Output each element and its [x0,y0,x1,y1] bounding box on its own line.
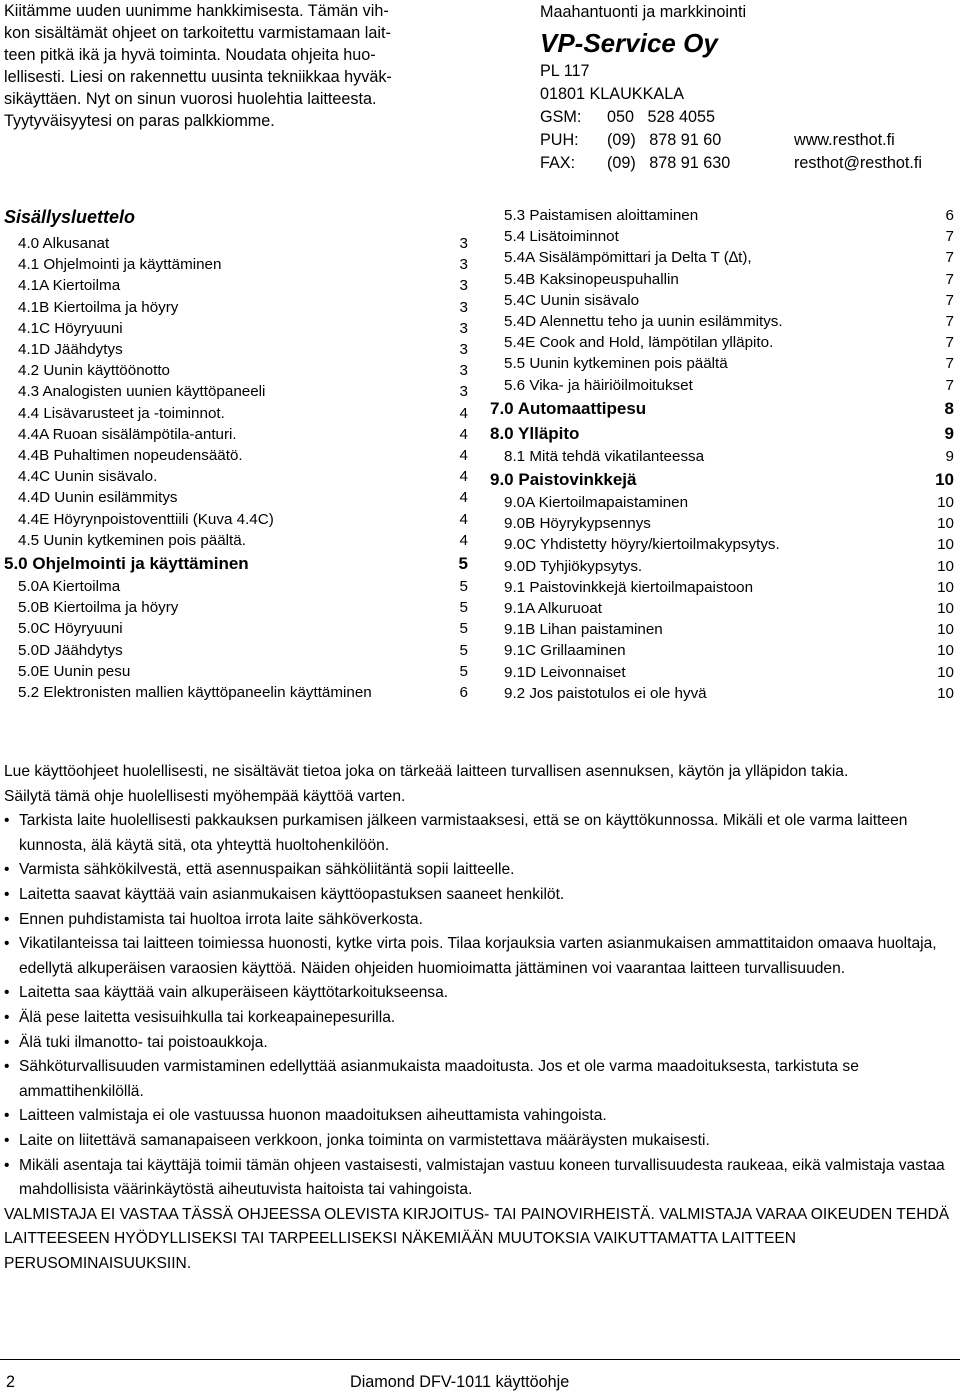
toc-entry-label: 9.0B Höyrykypsennys [504,515,651,533]
toc-entry[interactable] [4,487,468,508]
toc-entry-page: 3 [459,319,468,337]
intro-line: kon sisältämät ohjeet on tarkoitettu varmistamaan lait- [4,24,391,42]
toc-entry-label: 5.4E Cook and Hold, lämpötilan ylläpito. [504,334,774,352]
toc-entry-label: 5.0E Uunin pesu [18,662,131,680]
toc-entry[interactable] [490,396,954,421]
toc-entry[interactable] [490,598,954,619]
toc-entry-page: 9 [944,423,954,443]
toc-entry-label: 4.1 Ohjelmointi ja käyttäminen [18,256,222,274]
toc-entry[interactable] [4,254,468,275]
toc-entry[interactable] [4,318,468,339]
toc-entry-page: 5 [459,641,468,659]
toc-entry-page: 10 [937,621,954,639]
toc-entry[interactable] [490,421,954,446]
toc-entry-page: 10 [937,642,954,660]
toc-entry-label: 4.1B Kiertoilma ja höyry [18,298,179,316]
toc-entry-page: 3 [459,256,468,274]
safety-bullet: • Laitteen valmistaja ei ole vastuussa huonon maadoituksen aiheuttamista vahingoista. [4,1104,950,1129]
phone-line [540,129,960,152]
toc-entry-page: 10 [935,470,954,490]
po-box: PL 117 [540,62,590,80]
safety-bullet: • Vikatilanteissa tai laitteen toimiessa huonosti, kytke virta pois. Tilaa korjauksia varten asianmukaisen ammattitaidon omaava huoltaja, edellytä alkuperäisen varaosien käyttöä. Näiden ohjeiden huomioimatta jättäminen voi vaarantaa laitteen turvallisuuden. [4,932,950,981]
toc-entry-page: 4 [459,425,468,443]
safety-bullet: • Älä pese laitetta vesisuihkulla tai korkeapainepesurilla. [4,1006,950,1031]
toc-entry[interactable] [490,467,954,492]
fax-line [540,152,960,175]
toc-entry-page: 5 [459,620,468,638]
toc-entry-label: 5.5 Uunin kytkeminen pois päältä [504,355,728,373]
toc-entry-label: 5.4C Uunin sisävalo [504,291,640,309]
toc-entry[interactable] [4,381,468,402]
safety-bullet: • Ennen puhdistamista tai huoltoa irrota laite sähköverkosta. [4,908,950,933]
toc-entry-page: 4 [459,510,468,528]
toc-entry-page: 7 [945,270,954,288]
toc-entry-page: 5 [459,578,468,596]
toc-entry-page: 10 [937,494,954,512]
toc-entry-page: 9 [945,447,954,465]
toc-entry-page: 4 [459,447,468,465]
intro-line: Kiitämme uuden uunimme hankkimisesta. Tämän vih- [4,2,389,20]
postal-city: 01801 KLAUKKALA [540,85,684,103]
toc-entry-page: 3 [459,235,468,252]
toc-entry-label: 9.2 Jos paistotulos ei ole hyvä [504,684,707,702]
toc-entry-page: 10 [937,684,954,702]
toc-entry[interactable] [4,640,468,661]
toc-entry[interactable] [4,445,468,466]
toc-entry-label: 9.0D Tyhjiökypsytys. [504,557,643,575]
toc-entry-label: 4.4A Ruoan sisälämpötila-anturi. [18,425,237,443]
toc-entry-label: 5.2 Elektronisten mallien käyttöpaneelin käyttäminen [18,684,372,702]
toc-entry[interactable] [490,662,954,683]
toc-entry-page: 8 [944,398,954,418]
toc-entry-label: 4.4C Uunin sisävalo. [18,468,158,486]
toc-entry-label: 9.0 Paistovinkkejä [490,470,637,490]
toc-entry[interactable] [490,446,954,467]
toc-entry-label: 5.6 Vika- ja häiriöilmoitukset [504,376,693,394]
toc-entry[interactable] [4,530,468,551]
toc-entry[interactable] [490,353,954,374]
toc-entry[interactable] [4,661,468,682]
toc-entry[interactable] [490,556,954,577]
toc-entry[interactable] [490,247,954,268]
toc-entry-page: 10 [937,557,954,575]
toc-entry-label: 4.0 Alkusanat [18,235,110,252]
toc-entry-page: 3 [459,383,468,401]
safety-bullet: • Laite on liitettävä samanapaiseen verkkoon, jonka toiminta on varmistettava määräysten mukaisesti. [4,1129,950,1154]
toc-entry-page: 7 [945,291,954,309]
toc-entry-page: 7 [945,355,954,373]
toc-entry-label: 4.3 Analogisten uunien käyttöpaneeli [18,383,266,401]
safety-bullet: • Tarkista laite huolellisesti pakkauksen purkamisen jälkeen varmistaaksesi, että se on käyttökunnossa. Mikäli et ole varma laitteen kunnosta, älä käytä sitä, ota yhteyttä huoltohenkilöön. [4,809,950,858]
document-title: Diamond DFV-1011 käyttöohje [350,1373,570,1391]
toc-entry-page: 10 [937,536,954,554]
gsm-line [540,106,960,129]
toc-entry-page: 4 [459,531,468,549]
toc-entry-page: 10 [937,663,954,681]
toc-entry[interactable] [4,597,468,618]
address-line-1 [540,60,960,83]
toc-entry[interactable] [4,618,468,639]
toc-entry-page: 3 [459,362,468,380]
toc-entry-label: 5.4 Lisätoiminnot [504,228,619,246]
toc-entry-page: 7 [945,334,954,352]
toc-entry-page: 7 [945,376,954,394]
gsm-number: 050 528 4055 [607,108,716,126]
toc-entry-label: 4.4 Lisävarusteet ja -toiminnot. [18,404,225,422]
intro-paragraph [4,0,454,132]
toc-entry-label: 4.4E Höyrynpoistoventtiili (Kuva 4.4C) [18,510,274,528]
toc-entry[interactable] [490,640,954,661]
intro-line: Tyytyväisyytesi on paras palkkiomme. [4,112,275,130]
toc-entry[interactable] [4,403,468,424]
toc-entry-label: 9.1A Alkuruoat [504,600,602,618]
toc-entry[interactable] [4,339,468,360]
importer-label: Maahantuonti ja markkinointi [540,3,747,21]
safety-instructions [4,760,950,1276]
fax-label: FAX: [540,154,576,172]
toc-entry-label: 5.4D Alennettu teho ja uunin esilämmitys. [504,313,783,331]
toc-entry[interactable] [4,466,468,487]
safety-bullet-list [4,809,950,1203]
toc-entry[interactable] [4,424,468,445]
toc-entry[interactable] [4,576,468,597]
toc-entry-label: 5.4A Sisälämpömittari ja Delta T (∆t), [504,249,752,267]
safety-bullet: • Mikäli asentaja tai käyttäjä toimii tämän ohjeen vastaisesti, valmistajan vastuu koneen turvallisuudesta raukeaa, eikä valmistaja vastaa mahdollisista väärinkäytöstä aiheutuvista haitoista tai vahingoista. [4,1154,950,1203]
toc-entry[interactable] [490,311,954,332]
toc-entry-page: 3 [459,277,468,295]
toc-entry[interactable] [490,226,954,247]
toc-entry-page: 4 [459,404,468,422]
toc-entry-label: 8.0 Ylläpito [490,423,580,443]
toc-left-column [4,205,468,703]
toc-entry[interactable] [490,332,954,353]
safety-bullet: • Laitetta saavat käyttää vain asianmukaisen käyttöopastuksen saaneet henkilöt. [4,883,950,908]
toc-entry-page: 3 [459,341,468,359]
keep-instruction: Säilytä tämä ohje huolellisesti myöhempää käyttöä varten. [4,787,406,805]
toc-entry[interactable] [490,619,954,640]
toc-entry-page: 6 [945,207,954,224]
toc-entry-label: 4.5 Uunin kytkeminen pois päältä. [18,531,246,549]
toc-entry-page: 4 [459,468,468,486]
toc-entry-page: 7 [945,313,954,331]
toc-entry-label: 4.4B Puhaltimen nopeudensäätö. [18,447,243,465]
intro-line: sikäyttäen. Nyt on sinun vuorosi huolehtia laitteesta. [4,90,377,108]
toc-entry-label: 7.0 Automaattipesu [490,398,647,418]
toc-entry[interactable] [4,509,468,530]
toc-entry[interactable] [490,577,954,598]
toc-entry[interactable] [490,492,954,513]
toc-entry-page: 10 [937,578,954,596]
intro-line: lellisesti. Liesi on rakennettu uusinta tekniikkaa hyväk- [4,68,392,86]
toc-entry-page: 10 [937,515,954,533]
email-link[interactable]: resthot@resthot.fi [794,154,922,172]
toc-entry-label: 5.0D Jäähdytys [18,641,123,659]
toc-right-column [490,205,954,704]
disclaimer: VALMISTAJA EI VASTAA TÄSSÄ OHJEESSA OLEVISTA KIRJOITUS- TAI PAINOVIRHEISTÄ. VALMISTAJA VARAA OIKEUDEN TEHDÄ LAITTEESEEN HYÖDYLLISEKSI TAI TARPEELLISEKSI NÄKEMIÄÄN MUUTOKSIA VAIKUTTAMATTA LAITTEEN PERUSOMINAISUUKSIIN. [4,1205,950,1272]
toc-entry[interactable] [490,513,954,534]
toc-entry[interactable] [490,683,954,704]
gsm-label: GSM: [540,108,582,126]
toc-entry-label: 9.1C Grillaaminen [504,642,626,660]
safety-bullet: • Varmista sähkökilvestä, että asennuspaikan sähköliitäntä sopii laitteelle. [4,858,950,883]
phone-label: PUH: [540,131,579,149]
website-link[interactable]: www.resthot.fi [794,131,895,149]
toc-entry-label: 4.1C Höyryuuni [18,319,123,337]
toc-entry-label: 5.4B Kaksinopeuspuhallin [504,270,679,288]
toc-entry-page: 6 [459,684,468,702]
toc-entry-page: 4 [459,489,468,507]
toc-entry-label: 4.4D Uunin esilämmitys [18,489,178,507]
phone-number: (09) 878 91 60 [607,131,722,149]
footer-divider [0,1359,960,1360]
toc-entry[interactable] [490,290,954,311]
toc-entry-label: 4.1A Kiertoilma [18,277,121,295]
toc-entry-label: 5.0 Ohjelmointi ja käyttäminen [4,554,249,574]
toc-entry-label: 5.0C Höyryuuni [18,620,123,638]
toc-title: Sisällysluettelo [4,207,136,227]
toc-entry[interactable] [4,360,468,381]
toc-entry-page: 3 [459,298,468,316]
page-number: 2 [6,1373,16,1391]
toc-entry[interactable] [4,275,468,296]
toc-entry[interactable] [4,682,468,703]
toc-entry-label: 5.0A Kiertoilma [18,578,121,596]
company-name: VP-Service Oy [540,28,718,58]
toc-entry-page: 10 [937,600,954,618]
toc-entry[interactable] [490,205,954,226]
safety-bullet: • Laitetta saa käyttää vain alkuperäiseen käyttötarkoitukseensa. [4,981,950,1006]
fax-number: (09) 878 91 630 [607,154,731,172]
toc-entry-label: 9.0C Yhdistetty höyry/kiertoilmakypsytys. [504,536,780,554]
intro-instruction: Lue käyttöohjeet huolellisesti, ne sisältävät tietoa joka on tärkeää laitteen turvallisen asennuksen, käytön ja ylläpidon takia. [4,763,849,780]
toc-entry[interactable] [490,534,954,555]
toc-entry-label: 9.1D Leivonnaiset [504,663,626,681]
toc-entry-label: 5.3 Paistamisen aloittaminen [504,207,699,224]
toc-entry-page: 5 [458,554,468,574]
toc-entry-label: 5.0B Kiertoilma ja höyry [18,599,179,617]
intro-line: teen pitkä ikä ja hyvä toiminta. Noudata ohjeita huo- [4,46,376,64]
contact-block [540,1,960,175]
toc-entry-page: 7 [945,228,954,246]
toc-entry-label: 4.2 Uunin käyttöönotto [18,362,170,380]
toc-entry-label: 4.1D Jäähdytys [18,341,123,359]
toc-entry[interactable] [490,269,954,290]
safety-bullet: • Sähköturvallisuuden varmistaminen edellyttää asianmukaista maadoitusta. Jos et ole varma maadoituksesta, tarkistuta se ammattihenkilöllä. [4,1055,950,1104]
toc-entry[interactable] [490,375,954,396]
toc-entry-label: 9.0A Kiertoilmapaistaminen [504,494,689,512]
toc-entry-label: 8.1 Mitä tehdä vikatilanteessa [504,447,705,465]
toc-entry[interactable] [4,551,468,576]
toc-entry[interactable] [4,233,468,254]
toc-entry-page: 5 [459,662,468,680]
toc-entry-page: 7 [945,249,954,267]
toc-entry[interactable] [4,297,468,318]
safety-bullet: • Älä tuki ilmanotto- tai poistoaukkoja. [4,1031,950,1056]
toc-entry-label: 9.1 Paistovinkkejä kiertoilmapaistoon [504,578,754,596]
toc-entry-label: 9.1B Lihan paistaminen [504,621,663,639]
toc-entry-page: 5 [459,599,468,617]
address-line-2 [540,83,960,106]
